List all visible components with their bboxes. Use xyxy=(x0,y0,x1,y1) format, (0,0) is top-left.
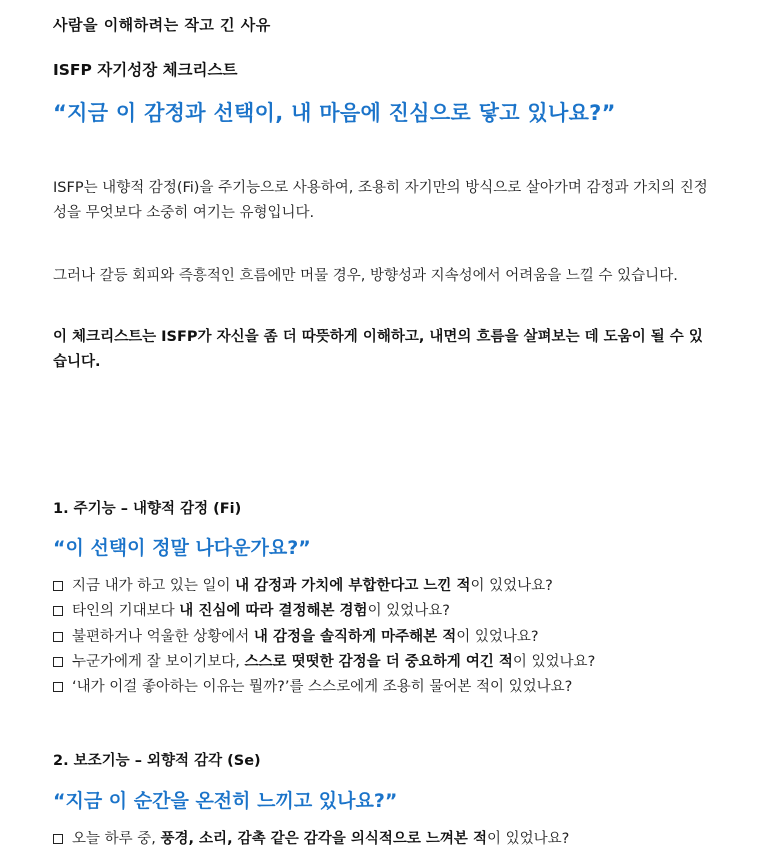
intro-paragraph-1: ISFP는 내향적 감정(Fi)을 주기능으로 사용하여, 조용히 자기만의 방식으로 살아가며 감정과 가치의 진정성을 무엇보다 소중히 여기는 유형입니다. xyxy=(53,180,708,221)
empty-checkbox-icon[interactable] xyxy=(53,606,63,616)
section-question-fi: “이 선택이 정말 나다운가요?” xyxy=(53,537,311,559)
empty-checkbox-icon[interactable] xyxy=(53,657,63,667)
intro-paragraph-3: 이 체크리스트는 ISFP가 자신을 좀 더 따뜻하게 이해하고, 내면의 흐름을 살펴보는 데 도움이 될 수 있습니다. xyxy=(53,329,703,370)
empty-checkbox-icon[interactable] xyxy=(53,632,63,642)
empty-checkbox-icon[interactable] xyxy=(53,682,63,692)
checklist-item: 누군가에게 잘 보이기보다, 스스로 떳떳한 감정을 더 중요하게 여긴 적이 있었나요? xyxy=(53,650,733,675)
main-question: “지금 이 감정과 선택이, 내 마음에 진심으로 닿고 있나요?” xyxy=(53,101,616,125)
empty-checkbox-icon[interactable] xyxy=(53,834,63,844)
section-question-se: “지금 이 순간을 온전히 느끼고 있나요?” xyxy=(53,790,398,812)
checklist-fi xyxy=(53,574,733,700)
checklist-item: 불편하거나 억울한 상황에서 내 감정을 솔직하게 마주해본 적이 있었나요? xyxy=(53,625,733,650)
checklist-item: ‘내가 이걸 좋아하는 이유는 뭘까?’를 스스로에게 조용히 물어본 적이 있었나요? xyxy=(53,675,733,700)
checklist-item: 오늘 하루 중, 풍경, 소리, 감촉 같은 감각을 의식적으로 느껴본 적이 있었나요? xyxy=(53,827,733,852)
section-heading-fi: 1. 주기능 – 내향적 감정 (Fi) xyxy=(53,501,242,517)
empty-checkbox-icon[interactable] xyxy=(53,581,63,591)
checklist-se xyxy=(53,827,733,852)
checklist-item: 지금 내가 하고 있는 일이 내 감정과 가치에 부합한다고 느낀 적이 있었나요? xyxy=(53,574,733,599)
blog-title: 사람을 이해하려는 작고 긴 사유 xyxy=(53,16,271,34)
doc-title: ISFP 자기성장 체크리스트 xyxy=(53,61,238,79)
section-heading-se: 2. 보조기능 – 외향적 감각 (Se) xyxy=(53,753,261,769)
intro-paragraph-2: 그러나 갈등 회피와 즉흥적인 흐름에만 머물 경우, 방향성과 지속성에서 어려움을 느낄 수 있습니다. xyxy=(53,268,678,284)
checklist-item: 타인의 기대보다 내 진심에 따라 결정해본 경험이 있었나요? xyxy=(53,599,733,624)
